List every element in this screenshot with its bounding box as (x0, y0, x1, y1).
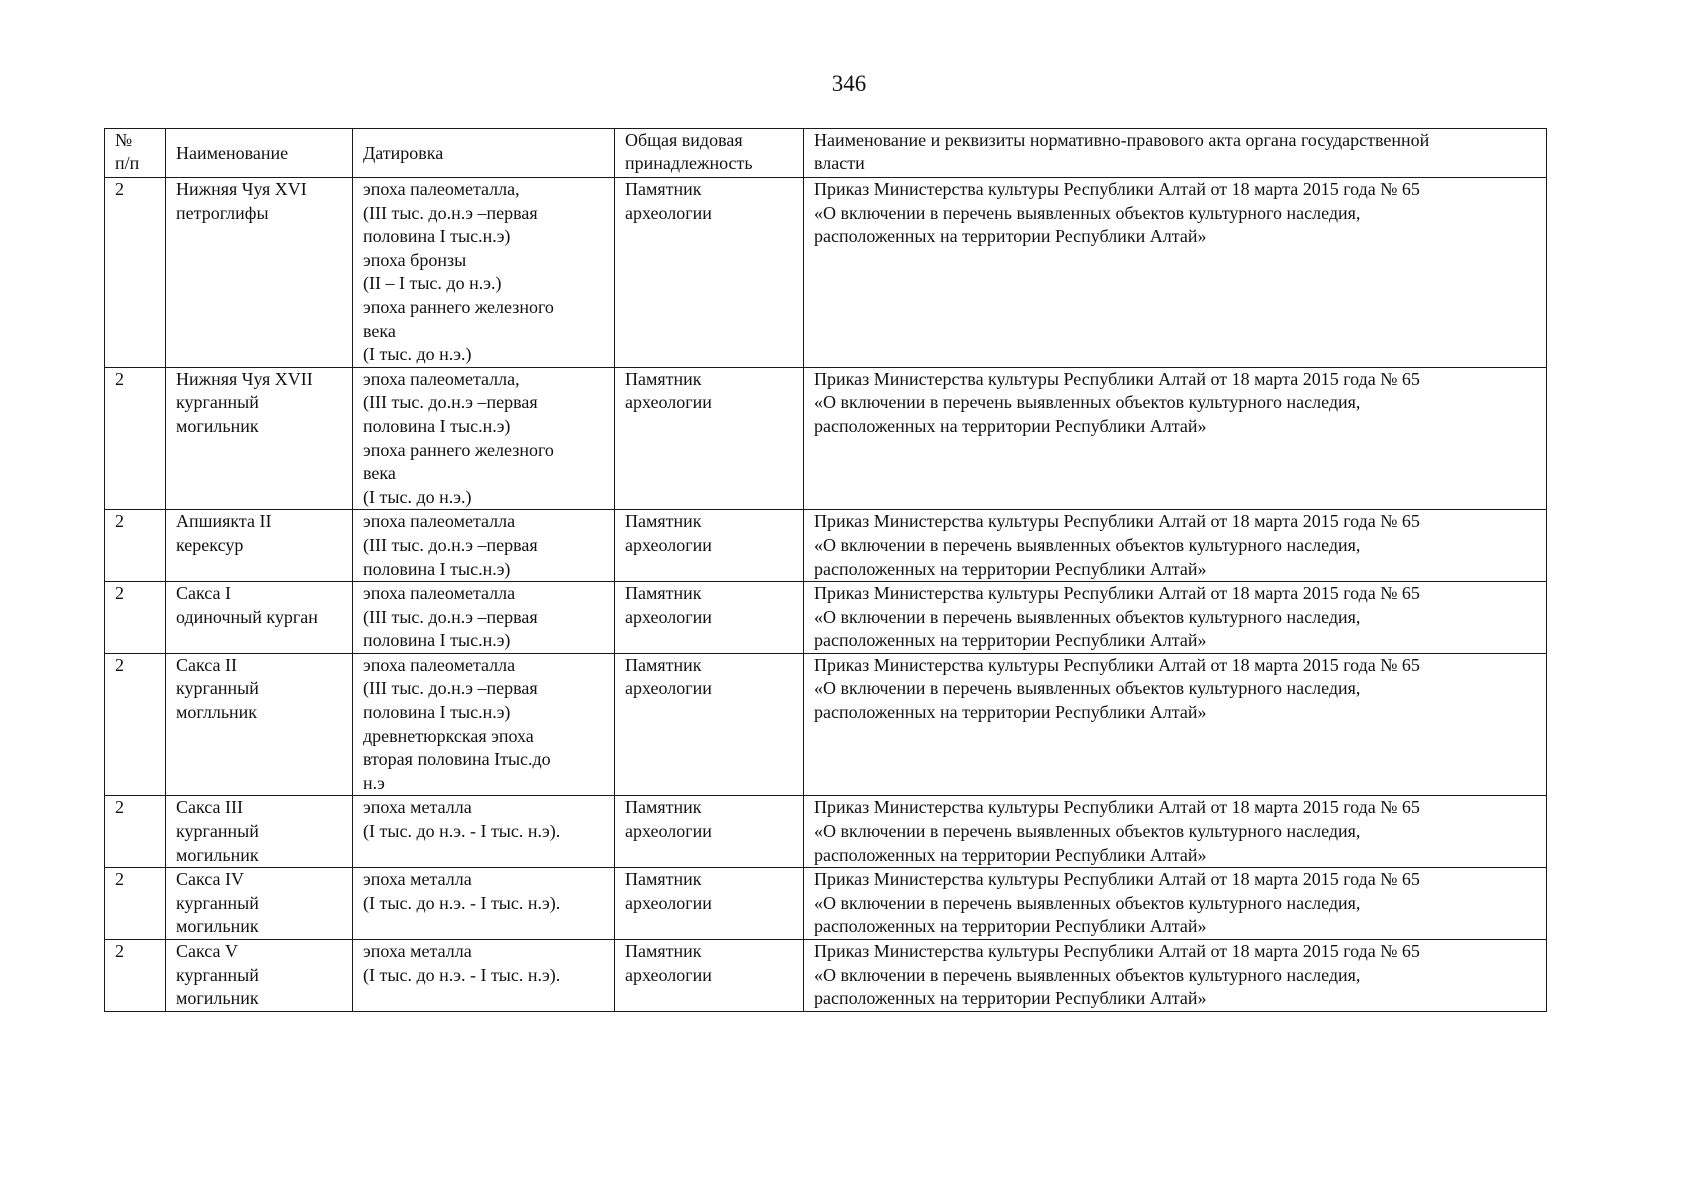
dating-line: древнетюркская эпоха (363, 725, 534, 746)
object-name-line: Сакса II (176, 654, 237, 675)
act-line: расположенных на территории Республики Алтай» (814, 916, 1207, 937)
row-number: 2 (115, 869, 124, 890)
act-line: «О включении в перечень выявленных объектов культурного наследия, (814, 892, 1361, 913)
dating-line: эпоха металла (363, 869, 472, 890)
dating-line: эпоха раннего железного (363, 439, 554, 460)
type-line: археологии (625, 964, 712, 985)
cell-act (804, 796, 1547, 868)
cell-number (105, 796, 166, 868)
table-row (105, 868, 1547, 940)
object-name-line: могильник (176, 415, 259, 436)
dating-line: (III тыс. до.н.э –первая (363, 392, 538, 413)
dating-line: века (363, 320, 396, 341)
cell-number (105, 510, 166, 582)
object-name-line: Нижняя Чуя XVII (176, 368, 313, 389)
type-line: Памятник (625, 583, 702, 604)
dating-line: эпоха металла (363, 797, 472, 818)
cell-name (166, 367, 353, 510)
object-name-line: керексур (176, 534, 244, 555)
header-act (804, 129, 1547, 178)
cell-type (615, 653, 804, 796)
heritage-objects-table (104, 128, 1547, 1012)
type-line: археологии (625, 678, 712, 699)
cell-name (166, 940, 353, 1012)
object-name-line: Сакса I (176, 583, 231, 604)
object-name-line: курганный (176, 964, 259, 985)
cell-dating (353, 367, 615, 510)
dating-line: (III тыс. до.н.э –первая (363, 534, 538, 555)
act-line: «О включении в перечень выявленных объектов культурного наследия, (814, 821, 1361, 842)
act-line: Приказ Министерства культуры Республики Алтай от 18 марта 2015 года № 65 (814, 797, 1420, 818)
act-line: расположенных на территории Республики Алтай» (814, 226, 1207, 247)
table-row (105, 653, 1547, 796)
act-line: Приказ Министерства культуры Республики Алтай от 18 марта 2015 года № 65 (814, 869, 1420, 890)
cell-dating (353, 940, 615, 1012)
table-header-row (105, 129, 1547, 178)
object-name-line: могильник (176, 844, 259, 865)
type-line: Памятник (625, 511, 702, 532)
dating-line: (I тыс. до н.э.) (363, 486, 472, 507)
cell-act (804, 367, 1547, 510)
cell-type (615, 868, 804, 940)
cell-type (615, 796, 804, 868)
object-name-line: Нижняя Чуя XVI (176, 179, 307, 199)
dating-line: н.э (363, 772, 385, 793)
row-number: 2 (115, 179, 124, 199)
act-line: Приказ Министерства культуры Республики Алтай от 18 марта 2015 года № 65 (814, 179, 1420, 199)
cell-dating (353, 653, 615, 796)
cell-type (615, 510, 804, 582)
dating-line: (I тыс. до н.э.) (363, 344, 472, 365)
act-line: расположенных на территории Республики Алтай» (814, 844, 1207, 865)
header-type-line: принадлежность (625, 153, 753, 173)
dating-line: (III тыс. до.н.э –первая (363, 606, 538, 627)
act-line: «О включении в перечень выявленных объектов культурного наследия, (814, 606, 1361, 627)
dating-line: половина I тыс.н.э) (363, 702, 511, 723)
act-line: Приказ Министерства культуры Республики Алтай от 18 марта 2015 года № 65 (814, 654, 1420, 675)
dating-line: века (363, 463, 396, 484)
cell-dating (353, 178, 615, 368)
dating-line: эпоха раннего железного (363, 296, 554, 317)
table-row (105, 582, 1547, 654)
dating-line: (III тыс. до.н.э –первая (363, 678, 538, 699)
cell-number (105, 653, 166, 796)
cell-name (166, 178, 353, 368)
cell-number (105, 582, 166, 654)
header-dating (353, 129, 615, 178)
dating-line: эпоха палеометалла, (363, 368, 520, 389)
act-line: «О включении в перечень выявленных объектов культурного наследия, (814, 678, 1361, 699)
cell-act (804, 510, 1547, 582)
table-row (105, 510, 1547, 582)
cell-dating (353, 510, 615, 582)
row-number: 2 (115, 941, 124, 961)
object-name-line: одиночный курган (176, 606, 318, 627)
type-line: Памятник (625, 941, 702, 961)
table-row (105, 178, 1547, 368)
dating-line: половина I тыс.н.э) (363, 630, 511, 651)
cell-number (105, 940, 166, 1012)
header-name-label: Наименование (176, 142, 289, 163)
act-line: расположенных на территории Республики Алтай» (814, 558, 1207, 579)
dating-line: (I тыс. до н.э. - I тыс. н.э). (363, 821, 561, 842)
object-name-line: могильник (176, 916, 259, 937)
cell-name (166, 653, 353, 796)
type-line: археологии (625, 892, 712, 913)
act-line: «О включении в перечень выявленных объектов культурного наследия, (814, 534, 1361, 555)
cell-act (804, 178, 1547, 368)
act-line: Приказ Министерства культуры Республики Алтай от 18 марта 2015 года № 65 (814, 583, 1420, 604)
act-line: «О включении в перечень выявленных объектов культурного наследия, (814, 392, 1361, 413)
act-line: Приказ Министерства культуры Республики Алтай от 18 марта 2015 года № 65 (814, 511, 1420, 532)
header-number-line: № (115, 130, 133, 150)
dating-line: вторая половина Iтыс.до (363, 749, 551, 770)
table-row (105, 796, 1547, 868)
header-number-line: п/п (115, 153, 140, 173)
type-line: Памятник (625, 179, 702, 199)
dating-line: (I тыс. до н.э. - I тыс. н.э). (363, 892, 561, 913)
cell-name (166, 510, 353, 582)
act-line: расположенных на территории Республики Алтай» (814, 415, 1207, 436)
act-line: «О включении в перечень выявленных объектов культурного наследия, (814, 964, 1361, 985)
act-line: расположенных на территории Республики Алтай» (814, 630, 1207, 651)
row-number: 2 (115, 368, 124, 389)
type-line: археологии (625, 392, 712, 413)
table-row (105, 367, 1547, 510)
type-line: Памятник (625, 797, 702, 818)
object-name-line: курганный (176, 892, 259, 913)
dating-line: половина I тыс.н.э) (363, 415, 511, 436)
dating-line: эпоха палеометалла, (363, 179, 520, 199)
type-line: Памятник (625, 869, 702, 890)
object-name-line: могильник (176, 988, 259, 1009)
row-number: 2 (115, 583, 124, 604)
header-act-line: Наименование и реквизиты нормативно-правового акта органа государственной (814, 130, 1430, 150)
header-type-line: Общая видовая (625, 130, 743, 150)
dating-line: половина I тыс.н.э) (363, 558, 511, 579)
object-name-line: Сакса III (176, 797, 243, 818)
dating-line: половина I тыс.н.э) (363, 226, 511, 247)
cell-number (105, 178, 166, 368)
cell-type (615, 178, 804, 368)
dating-line: эпоха палеометалла (363, 583, 516, 604)
act-line: Приказ Министерства культуры Республики Алтай от 18 марта 2015 года № 65 (814, 368, 1420, 389)
dating-line: эпоха бронзы (363, 249, 467, 270)
type-line: археологии (625, 821, 712, 842)
table-body (105, 178, 1547, 1012)
dating-line: эпоха палеометалла (363, 654, 516, 675)
object-name-line: моглльник (176, 702, 258, 723)
cell-act (804, 582, 1547, 654)
object-name-line: Сакса IV (176, 869, 244, 890)
cell-act (804, 868, 1547, 940)
cell-number (105, 868, 166, 940)
row-number: 2 (115, 511, 124, 532)
type-line: археологии (625, 202, 712, 223)
cell-type (615, 582, 804, 654)
object-name-line: курганный (176, 821, 259, 842)
cell-type (615, 367, 804, 510)
cell-dating (353, 582, 615, 654)
dating-line: (I тыс. до н.э. - I тыс. н.э). (363, 964, 561, 985)
act-line: расположенных на территории Республики Алтай» (814, 702, 1207, 723)
cell-number (105, 367, 166, 510)
cell-name (166, 868, 353, 940)
cell-act (804, 653, 1547, 796)
header-type (615, 129, 804, 178)
dating-line: эпоха металла (363, 941, 472, 961)
header-dating-label: Датировка (363, 142, 444, 163)
row-number: 2 (115, 797, 124, 818)
cell-type (615, 940, 804, 1012)
object-name-line: Сакса V (176, 941, 238, 961)
type-line: археологии (625, 534, 712, 555)
cell-name (166, 796, 353, 868)
type-line: археологии (625, 606, 712, 627)
table-row (105, 940, 1547, 1012)
header-act-line: власти (814, 153, 865, 173)
header-number (105, 129, 166, 178)
dating-line: (II – I тыс. до н.э.) (363, 273, 502, 294)
cell-name (166, 582, 353, 654)
object-name-line: курганный (176, 392, 259, 413)
type-line: Памятник (625, 654, 702, 675)
page-number: 346 (831, 71, 867, 96)
cell-dating (353, 796, 615, 868)
cell-dating (353, 868, 615, 940)
cell-act (804, 940, 1547, 1012)
header-name (166, 129, 353, 178)
dating-line: эпоха палеометалла (363, 511, 516, 532)
act-line: расположенных на территории Республики Алтай» (814, 988, 1207, 1009)
type-line: Памятник (625, 368, 702, 389)
row-number: 2 (115, 654, 124, 675)
dating-line: (III тыс. до.н.э –первая (363, 202, 538, 223)
act-line: «О включении в перечень выявленных объектов культурного наследия, (814, 202, 1361, 223)
object-name-line: курганный (176, 678, 259, 699)
object-name-line: Апшиякта II (176, 511, 272, 532)
act-line: Приказ Министерства культуры Республики Алтай от 18 марта 2015 года № 65 (814, 941, 1420, 961)
object-name-line: петроглифы (176, 202, 269, 223)
